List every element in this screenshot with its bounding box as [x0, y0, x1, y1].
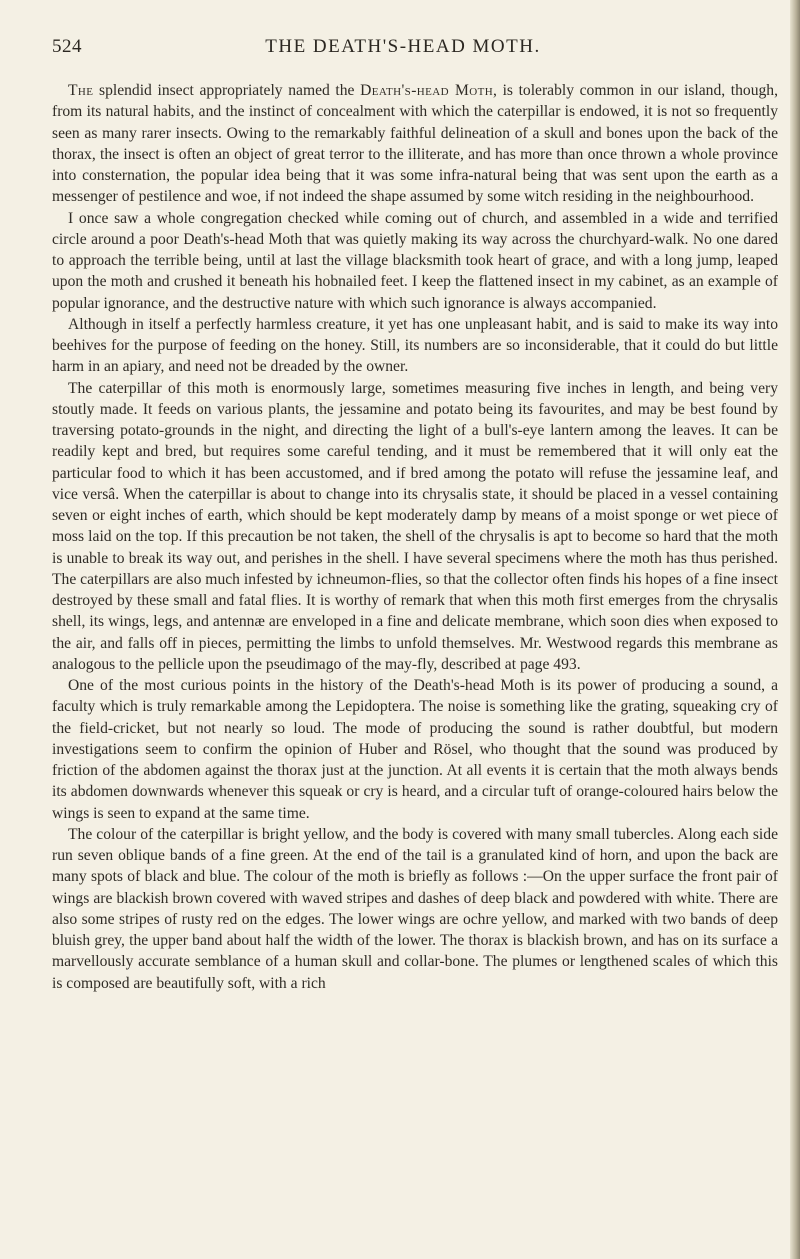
page-header: [52, 36, 782, 66]
lead-word: The: [68, 82, 94, 99]
paragraph-1-text: , is tolerably common in our island, though, from its natural habits, and the instinct of concealment with which the caterpillar is endowed, it is not so frequently seen as many rarer insects. Owing to the remarkably faithful delineation of a skull and bones upon the back of the thorax, the insect is often an object of great terror to the illiterate, and has more than once thrown a whole province into consternation, the popular idea being that it was some infra-natural being that was sent upon the earth as a messenger of pestilence and woe, if not indeed the shape assumed by some witch residing in the neighbourhood.: [52, 82, 778, 206]
paragraph-6: The colour of the caterpillar is bright yellow, and the body is covered with many small tubercles. Along each side run seven oblique bands of a fine green. At the end of the tail is a granulated kind of horn, and upon the back are many spots of black and blue. The colour of the moth is briefly as follows :—On the upper surface the front pair of wings are blackish brown covered with waved stripes and dashes of deep black and powdered with white. There are also some stripes of rusty red on the edges. The lower wings are ochre yellow, and marked with two bands of deep bluish grey, the upper band about half the width of the lower. The thorax is blackish brown, and has on its surface a marvellously accurate semblance of a human skull and collar-bone. The plumes or lengthened scales of which this is composed are beautifully soft, with a rich: [52, 825, 778, 992]
moth-name: Death's-head Moth: [360, 82, 494, 99]
running-title: THE DEATH'S-HEAD MOTH.: [265, 36, 541, 57]
paragraph-1-pre: splendid insect appropriately named the: [93, 82, 361, 99]
page-edge-shadow: [790, 0, 800, 1259]
paragraph-3: Although in itself a perfectly harmless creature, it yet has one unpleasant habit, and is said to make its way into beehives for the purpose of feeding on the honey. Still, its numbers are so inconsiderable, that it could do but little harm in an apiary, and need not be dreaded by the owner.: [52, 315, 778, 376]
paragraph-2: I once saw a whole congregation checked while coming out of church, and assembled in a wide and terrified circle around a poor Death's-head Moth that was quietly making its way across the churchyard-walk. No one dared to approach the terrible being, until at last the village blacksmith took heart of grace, and with a long jump, leaped upon the moth and crushed it beneath his hobnailed feet. I keep the flattened insect in my cabinet, as an example of popular ignorance, and the destructive nature with which such ignorance is always accompanied.: [52, 209, 778, 312]
page-number: 524: [52, 36, 82, 57]
paragraph-5: One of the most curious points in the history of the Death's-head Moth is its power of producing a sound, a faculty which is truly remarkable among the Lepidoptera. The noise is something like the grating, squeaking cry of the field-cricket, but not nearly so loud. The mode of producing the sound is rather doubtful, but modern investigations seem to confirm the opinion of Huber and Rösel, who thought that the sound was produced by friction of the abdomen against the thorax just at the junction. At all events it is certain that the moth always bends its abdomen downwards whenever this squeak or cry is heard, and a circular tuft of orange-coloured hairs below the wings is seen to expand at the same time.: [52, 677, 778, 822]
body-text: [52, 80, 778, 994]
paragraph-1: [52, 80, 778, 208]
paragraph-4: The caterpillar of this moth is enormously large, sometimes measuring five inches in length, and being very stoutly made. It feeds on various plants, the jessamine and potato being its favourites, and may be best found by traversing potato-grounds in the night, and directing the light of a bull's-eye lantern among the leaves. It can be readily kept and bred, but requires some careful tending, and it must be remembered that it will only eat the particular food to which it has been accustomed, and if bred among the potato will refuse the jessamine leaf, and vice versâ. When the caterpillar is about to change into its chrysalis state, it should be placed in a vessel containing seven or eight inches of earth, which should be kept moderately damp by means of a moist sponge or wet piece of moss laid on the top. If this precaution be not taken, the shell of the chrysalis is apt to become so hard that the moth is unable to break its way out, and perishes in the shell. I have several specimens where the moth has thus perished. The caterpillars are also much infested by ichneumon-flies, so that the collector often finds his hopes of a fine insect destroyed by these small and fatal flies. It is worthy of remark that when this moth first emerges from the chrysalis shell, its wings, legs, and antennæ are enveloped in a fine and delicate membrane, which soon dies when exposed to the air, and falls off in pieces, permitting the limbs to unfold themselves. Mr. Westwood regards this membrane as analogous to the pellicle upon the pseudimago of the may-fly, described at page 493.: [52, 379, 778, 673]
